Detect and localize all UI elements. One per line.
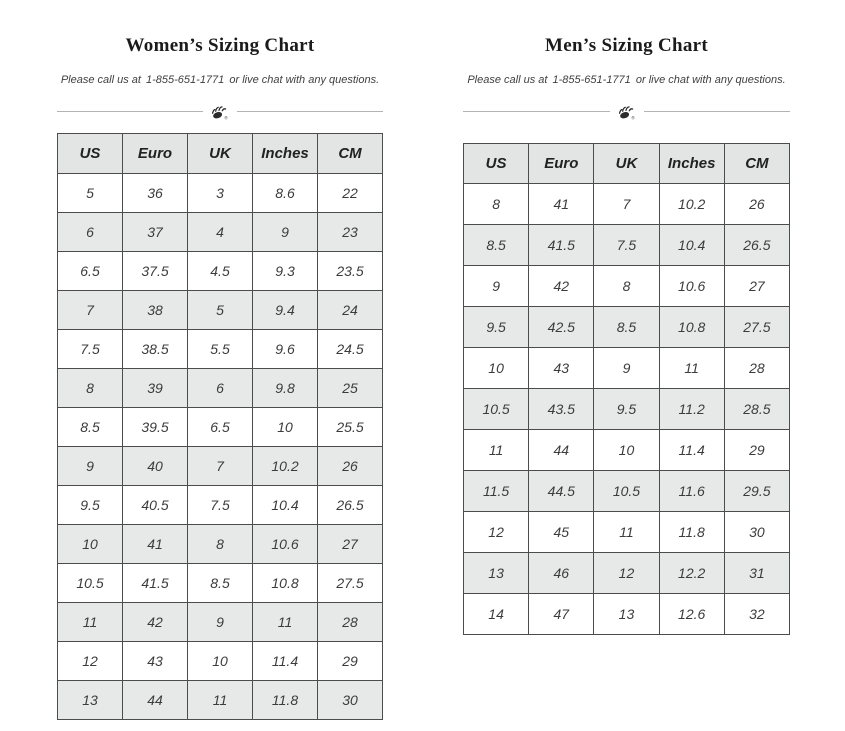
- size-cell: 11: [188, 680, 253, 719]
- divider-line: [237, 111, 383, 112]
- divider-line: [644, 111, 791, 112]
- size-cell: 8: [58, 368, 123, 407]
- size-cell: 9.5: [58, 485, 123, 524]
- size-cell: 23.5: [318, 251, 383, 290]
- size-cell: 26.5: [724, 224, 789, 265]
- column-header: CM: [318, 133, 383, 173]
- size-cell: 12: [464, 511, 529, 552]
- divider-with-paw: [463, 104, 790, 120]
- subtitle-prefix: Please call us at: [467, 73, 548, 86]
- table-row: [464, 552, 790, 593]
- size-cell: 11.2: [659, 388, 724, 429]
- table-row: [58, 329, 383, 368]
- size-cell: 9.5: [464, 306, 529, 347]
- size-cell: 13: [464, 552, 529, 593]
- size-cell: 26: [318, 446, 383, 485]
- table-row: [464, 306, 790, 347]
- mens-size-table: [463, 143, 790, 635]
- table-row: [58, 212, 383, 251]
- mens-chart-title: Men’s Sizing Chart: [544, 34, 709, 56]
- size-cell: 7: [188, 446, 253, 485]
- size-cell: 24: [318, 290, 383, 329]
- size-cell: 8.5: [188, 563, 253, 602]
- bear-paw-icon: [617, 104, 637, 120]
- size-cell: 41: [123, 524, 188, 563]
- size-cell: 5: [58, 173, 123, 212]
- size-cell: 11.5: [464, 470, 529, 511]
- womens-chart-subtitle: [57, 74, 383, 87]
- size-cell: 9.3: [253, 251, 318, 290]
- table-row: [464, 470, 790, 511]
- table-body: [58, 173, 383, 719]
- table-row: [464, 429, 790, 470]
- size-cell: 36: [123, 173, 188, 212]
- size-cell: 10: [58, 524, 123, 563]
- table-body: [464, 183, 790, 634]
- size-cell: 9: [594, 347, 659, 388]
- size-cell: 22: [318, 173, 383, 212]
- size-cell: 8.5: [58, 407, 123, 446]
- size-cell: 8.5: [594, 306, 659, 347]
- table-row: [464, 388, 790, 429]
- size-cell: 45: [529, 511, 594, 552]
- size-cell: 39: [123, 368, 188, 407]
- size-cell: 27: [318, 524, 383, 563]
- bear-paw-icon: [210, 104, 230, 120]
- size-cell: 41.5: [123, 563, 188, 602]
- size-cell: 10.8: [253, 563, 318, 602]
- column-header: Inches: [253, 133, 318, 173]
- size-cell: 7: [594, 183, 659, 224]
- size-cell: 5.5: [188, 329, 253, 368]
- size-cell: 11.8: [253, 680, 318, 719]
- size-cell: 41.5: [529, 224, 594, 265]
- size-cell: 42.5: [529, 306, 594, 347]
- size-cell: 10.8: [659, 306, 724, 347]
- table-row: [58, 407, 383, 446]
- subtitle-prefix: Please call us at: [60, 73, 141, 86]
- size-cell: 11: [464, 429, 529, 470]
- size-cell: 10.6: [659, 265, 724, 306]
- size-cell: 29: [724, 429, 789, 470]
- table-row: [58, 290, 383, 329]
- size-cell: 40: [123, 446, 188, 485]
- size-cell: 31: [724, 552, 789, 593]
- table-header: [58, 133, 383, 173]
- size-cell: 10.5: [58, 563, 123, 602]
- size-cell: 9: [188, 602, 253, 641]
- registered-mark: ®: [224, 114, 228, 120]
- mens-chart-subtitle: [463, 74, 790, 87]
- size-cell: 41: [529, 183, 594, 224]
- size-cell: 8.6: [253, 173, 318, 212]
- size-cell: 10.6: [253, 524, 318, 563]
- size-cell: 6.5: [188, 407, 253, 446]
- subtitle-suffix: or live chat with any questions.: [635, 73, 786, 86]
- table-row: [58, 563, 383, 602]
- registered-mark: ®: [631, 114, 635, 120]
- mens-sizing-chart-section: [463, 18, 790, 635]
- table-row: [58, 173, 383, 212]
- column-header: Inches: [659, 143, 724, 183]
- size-cell: 27.5: [724, 306, 789, 347]
- size-cell: 8.5: [464, 224, 529, 265]
- size-cell: 23: [318, 212, 383, 251]
- size-cell: 12: [594, 552, 659, 593]
- size-cell: 9.4: [253, 290, 318, 329]
- size-cell: 9.6: [253, 329, 318, 368]
- size-cell: 10.4: [253, 485, 318, 524]
- size-cell: 9.8: [253, 368, 318, 407]
- size-cell: 12.6: [659, 593, 724, 634]
- size-cell: 9: [253, 212, 318, 251]
- size-cell: 11: [253, 602, 318, 641]
- size-cell: 10: [188, 641, 253, 680]
- size-cell: 39.5: [123, 407, 188, 446]
- size-cell: 12.2: [659, 552, 724, 593]
- size-cell: 9: [464, 265, 529, 306]
- size-cell: 30: [318, 680, 383, 719]
- size-cell: 37: [123, 212, 188, 251]
- table-row: [58, 446, 383, 485]
- table-row: [464, 224, 790, 265]
- size-cell: 43: [529, 347, 594, 388]
- size-cell: 38.5: [123, 329, 188, 368]
- header-row: [464, 143, 790, 183]
- size-cell: 44: [529, 429, 594, 470]
- column-header: Euro: [123, 133, 188, 173]
- table-row: [464, 347, 790, 388]
- table-row: [464, 593, 790, 634]
- womens-chart-title: Women’s Sizing Chart: [125, 34, 315, 56]
- size-cell: 8: [594, 265, 659, 306]
- womens-sizing-chart-section: [57, 18, 383, 720]
- size-cell: 6: [188, 368, 253, 407]
- column-header: US: [464, 143, 529, 183]
- table-header: [464, 143, 790, 183]
- size-cell: 32: [724, 593, 789, 634]
- size-cell: 10: [253, 407, 318, 446]
- size-cell: 11: [659, 347, 724, 388]
- size-cell: 7.5: [58, 329, 123, 368]
- size-cell: 10.5: [594, 470, 659, 511]
- size-cell: 11.6: [659, 470, 724, 511]
- size-cell: 5: [188, 290, 253, 329]
- size-cell: 6: [58, 212, 123, 251]
- size-cell: 44.5: [529, 470, 594, 511]
- table-row: [58, 680, 383, 719]
- size-cell: 28: [724, 347, 789, 388]
- size-cell: 13: [594, 593, 659, 634]
- phone-link[interactable]: 1-855-651-1771: [146, 73, 225, 86]
- size-cell: 43: [123, 641, 188, 680]
- subtitle-suffix: or live chat with any questions.: [229, 73, 380, 86]
- table-row: [58, 641, 383, 680]
- size-cell: 8: [464, 183, 529, 224]
- size-cell: 44: [123, 680, 188, 719]
- table-row: [58, 485, 383, 524]
- size-cell: 27.5: [318, 563, 383, 602]
- phone-link[interactable]: 1-855-651-1771: [552, 73, 631, 86]
- column-header: US: [58, 133, 123, 173]
- size-cell: 25: [318, 368, 383, 407]
- divider-with-paw: [57, 104, 383, 120]
- size-cell: 6.5: [58, 251, 123, 290]
- size-cell: 11: [594, 511, 659, 552]
- table-row: [464, 511, 790, 552]
- size-cell: 11.4: [253, 641, 318, 680]
- size-cell: 10: [464, 347, 529, 388]
- size-cell: 10: [594, 429, 659, 470]
- size-cell: 28.5: [724, 388, 789, 429]
- size-cell: 7: [58, 290, 123, 329]
- size-cell: 37.5: [123, 251, 188, 290]
- table-row: [464, 183, 790, 224]
- size-cell: 25.5: [318, 407, 383, 446]
- size-cell: 8: [188, 524, 253, 563]
- size-cell: 12: [58, 641, 123, 680]
- size-cell: 42: [123, 602, 188, 641]
- size-cell: 10.2: [659, 183, 724, 224]
- size-cell: 3: [188, 173, 253, 212]
- size-cell: 11: [58, 602, 123, 641]
- size-cell: 10.5: [464, 388, 529, 429]
- size-cell: 24.5: [318, 329, 383, 368]
- divider-line: [57, 111, 203, 112]
- size-cell: 10.4: [659, 224, 724, 265]
- size-cell: 40.5: [123, 485, 188, 524]
- size-cell: 43.5: [529, 388, 594, 429]
- size-cell: 27: [724, 265, 789, 306]
- size-cell: 29.5: [724, 470, 789, 511]
- size-cell: 29: [318, 641, 383, 680]
- size-cell: 46: [529, 552, 594, 593]
- size-cell: 11.8: [659, 511, 724, 552]
- size-cell: 26.5: [318, 485, 383, 524]
- table-row: [464, 265, 790, 306]
- column-header: UK: [594, 143, 659, 183]
- size-cell: 4.5: [188, 251, 253, 290]
- table-row: [58, 251, 383, 290]
- size-cell: 30: [724, 511, 789, 552]
- size-cell: 28: [318, 602, 383, 641]
- size-cell: 11.4: [659, 429, 724, 470]
- size-cell: 9: [58, 446, 123, 485]
- table-row: [58, 368, 383, 407]
- size-cell: 14: [464, 593, 529, 634]
- womens-size-table: [57, 133, 383, 720]
- size-cell: 9.5: [594, 388, 659, 429]
- size-cell: 13: [58, 680, 123, 719]
- size-cell: 7.5: [188, 485, 253, 524]
- table-row: [58, 602, 383, 641]
- size-cell: 4: [188, 212, 253, 251]
- size-cell: 42: [529, 265, 594, 306]
- header-row: [58, 133, 383, 173]
- divider-line: [463, 111, 610, 112]
- size-cell: 10.2: [253, 446, 318, 485]
- column-header: CM: [724, 143, 789, 183]
- size-cell: 47: [529, 593, 594, 634]
- size-cell: 26: [724, 183, 789, 224]
- size-cell: 7.5: [594, 224, 659, 265]
- size-cell: 38: [123, 290, 188, 329]
- column-header: UK: [188, 133, 253, 173]
- table-row: [58, 524, 383, 563]
- column-header: Euro: [529, 143, 594, 183]
